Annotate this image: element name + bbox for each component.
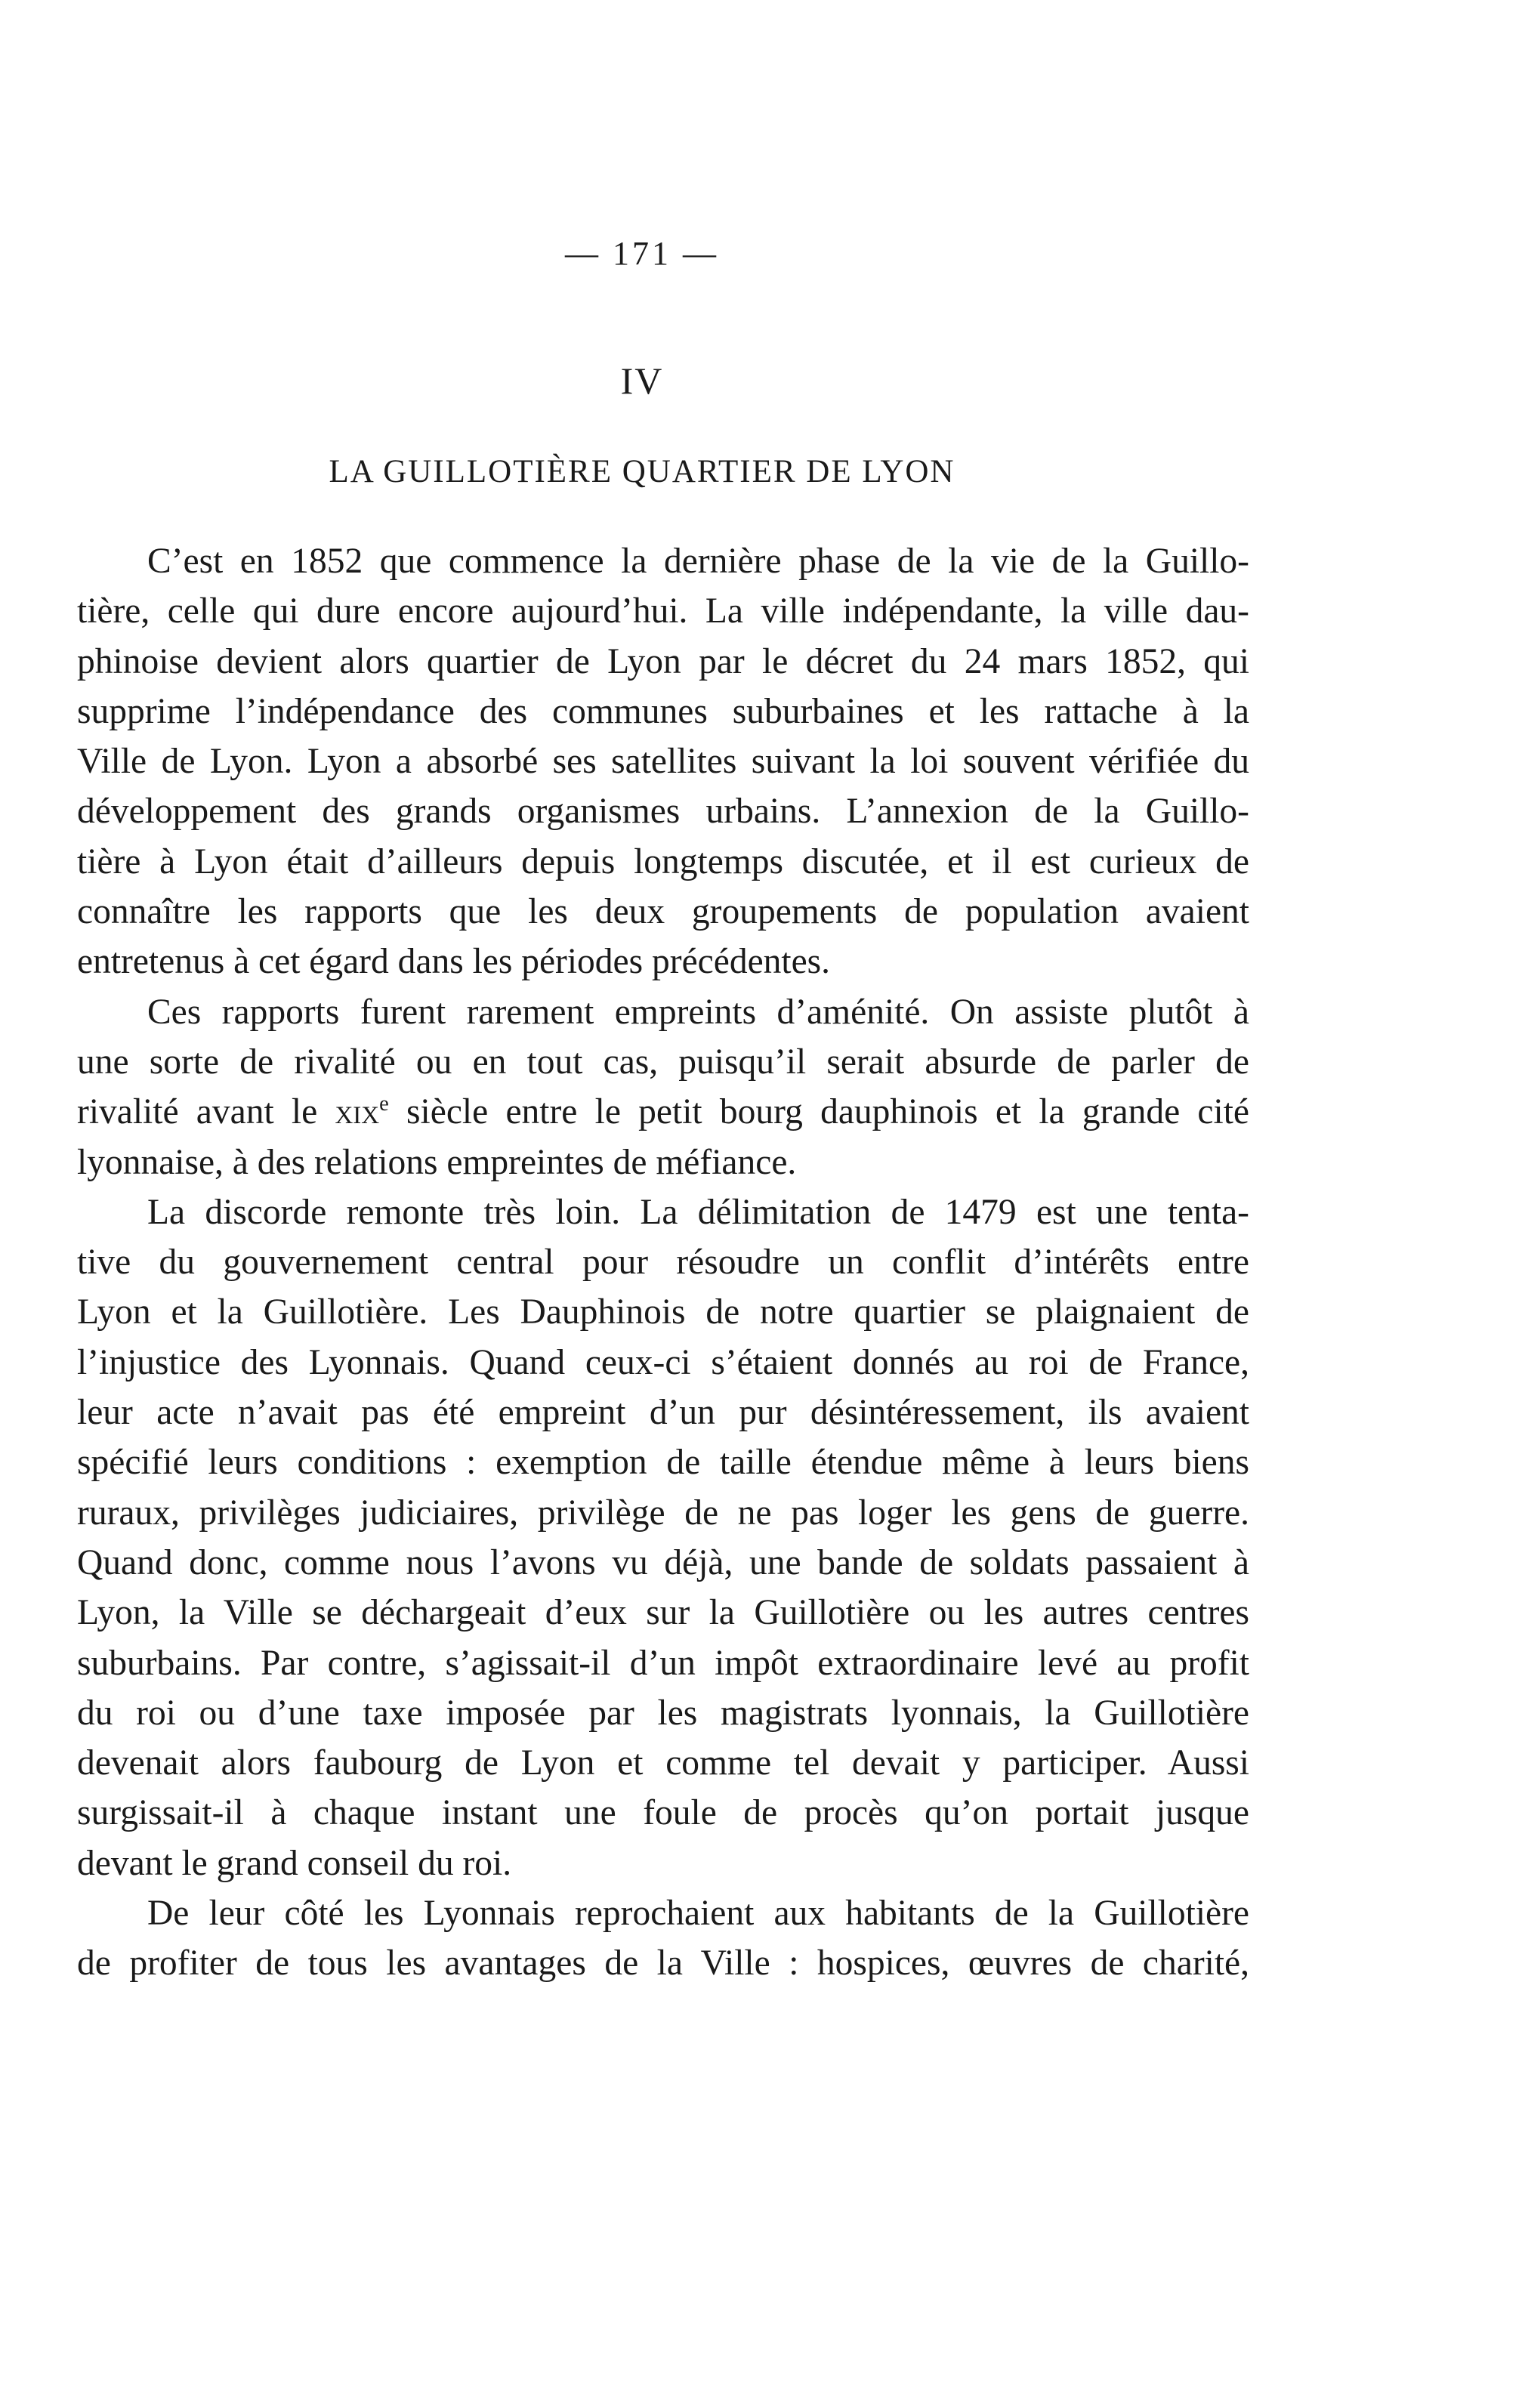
text-line: tière, celle qui dure encore aujourd’hui. La ville indépendante, la ville dau- — [77, 591, 1249, 631]
text-line: Ville de Lyon. Lyon a absorbé ses satellites suivant la loi souvent vérifiée du — [77, 742, 1249, 782]
text-line: entretenus à cet égard dans les périodes précédentes. — [77, 942, 831, 982]
century-numeral: xix — [335, 1092, 380, 1132]
text-line: devant le grand conseil du roi. — [77, 1843, 512, 1883]
text-line: supprime l’indépendance des communes suburbaines et les rattache à la — [77, 691, 1249, 731]
page-number: — 171 — — [565, 235, 719, 272]
paragraph — [77, 1187, 1249, 1888]
text-line — [77, 1087, 1249, 1137]
paragraph — [77, 536, 1249, 987]
text-line: surgissait-il à chaque instant une foule de procès qu’on portait jusque — [77, 1793, 1249, 1833]
text-line: connaître les rapports que les deux groupements de population avaient — [77, 892, 1249, 932]
text-line: suburbains. Par contre, s’agissait-il d’un impôt extraordinaire levé au profit — [77, 1643, 1249, 1683]
text-line: une sorte de rivalité ou en tout cas, puisqu’il serait absurde de parler de — [77, 1042, 1249, 1082]
paragraph — [77, 1888, 1249, 1989]
text-line: leur acte n’avait pas été empreint d’un pur désintéressement, ils avaient — [77, 1393, 1249, 1433]
text-line: phinoise devient alors quartier de Lyon par le décret du 24 mars 1852, qui — [77, 641, 1249, 681]
body-text — [77, 536, 1249, 1989]
text-line: tière à Lyon était d’ailleurs depuis longtemps discutée, et il est curieux de — [77, 841, 1249, 881]
superscript: e — [379, 1092, 389, 1116]
text-fragment: rivalité avant le — [77, 1092, 335, 1132]
text-line: tive du gouvernement central pour résoudre un conflit d’intérêts entre — [77, 1243, 1249, 1283]
text-fragment: siècle entre le petit bourg dauphinois et la grande cité — [388, 1092, 1249, 1132]
text-line: Lyon et la Guillotière. Les Dauphinois de notre quartier se plaignaient de — [77, 1292, 1249, 1332]
text-line: De leur côté les Lyonnais reprochaient aux habitants de la Guillotière — [147, 1894, 1249, 1934]
paragraph — [77, 987, 1249, 1187]
text-line: spécifié leurs conditions : exemption de taille étendue même à leurs biens — [77, 1443, 1249, 1483]
text-line: La discorde remonte très loin. La délimitation de 1479 est une tenta- — [147, 1192, 1249, 1232]
chapter-numeral: IV — [620, 360, 664, 402]
chapter-title: LA GUILLOTIÈRE QUARTIER DE LYON — [329, 454, 955, 489]
text-line: Lyon, la Ville se déchargeait d’eux sur la Guillotière ou les autres centres — [77, 1593, 1249, 1633]
text-line: devenait alors faubourg de Lyon et comme tel devait y participer. Aussi — [77, 1743, 1249, 1783]
text-line: l’injustice des Lyonnais. Quand ceux-ci s’étaient donnés au roi de France, — [77, 1342, 1249, 1382]
text-line: C’est en 1852 que commence la dernière phase de la vie de la Guillo- — [147, 542, 1249, 581]
text-line: du roi ou d’une taxe imposée par les magistrats lyonnais, la Guillotière — [77, 1693, 1249, 1733]
text-line: de profiter de tous les avantages de la Ville : hospices, œuvres de charité, — [77, 1943, 1249, 1984]
text-line: lyonnaise, à des relations empreintes de méfiance. — [77, 1142, 797, 1182]
text-line: ruraux, privilèges judiciaires, privilège de ne pas loger les gens de guerre. — [77, 1493, 1249, 1533]
text-line: Ces rapports furent rarement empreints d’aménité. On assiste plutôt à — [147, 992, 1249, 1032]
text-line: Quand donc, comme nous l’avons vu déjà, une bande de soldats passaient à — [77, 1542, 1249, 1582]
text-line: développement des grands organismes urbains. L’annexion de la Guillo- — [77, 792, 1249, 832]
